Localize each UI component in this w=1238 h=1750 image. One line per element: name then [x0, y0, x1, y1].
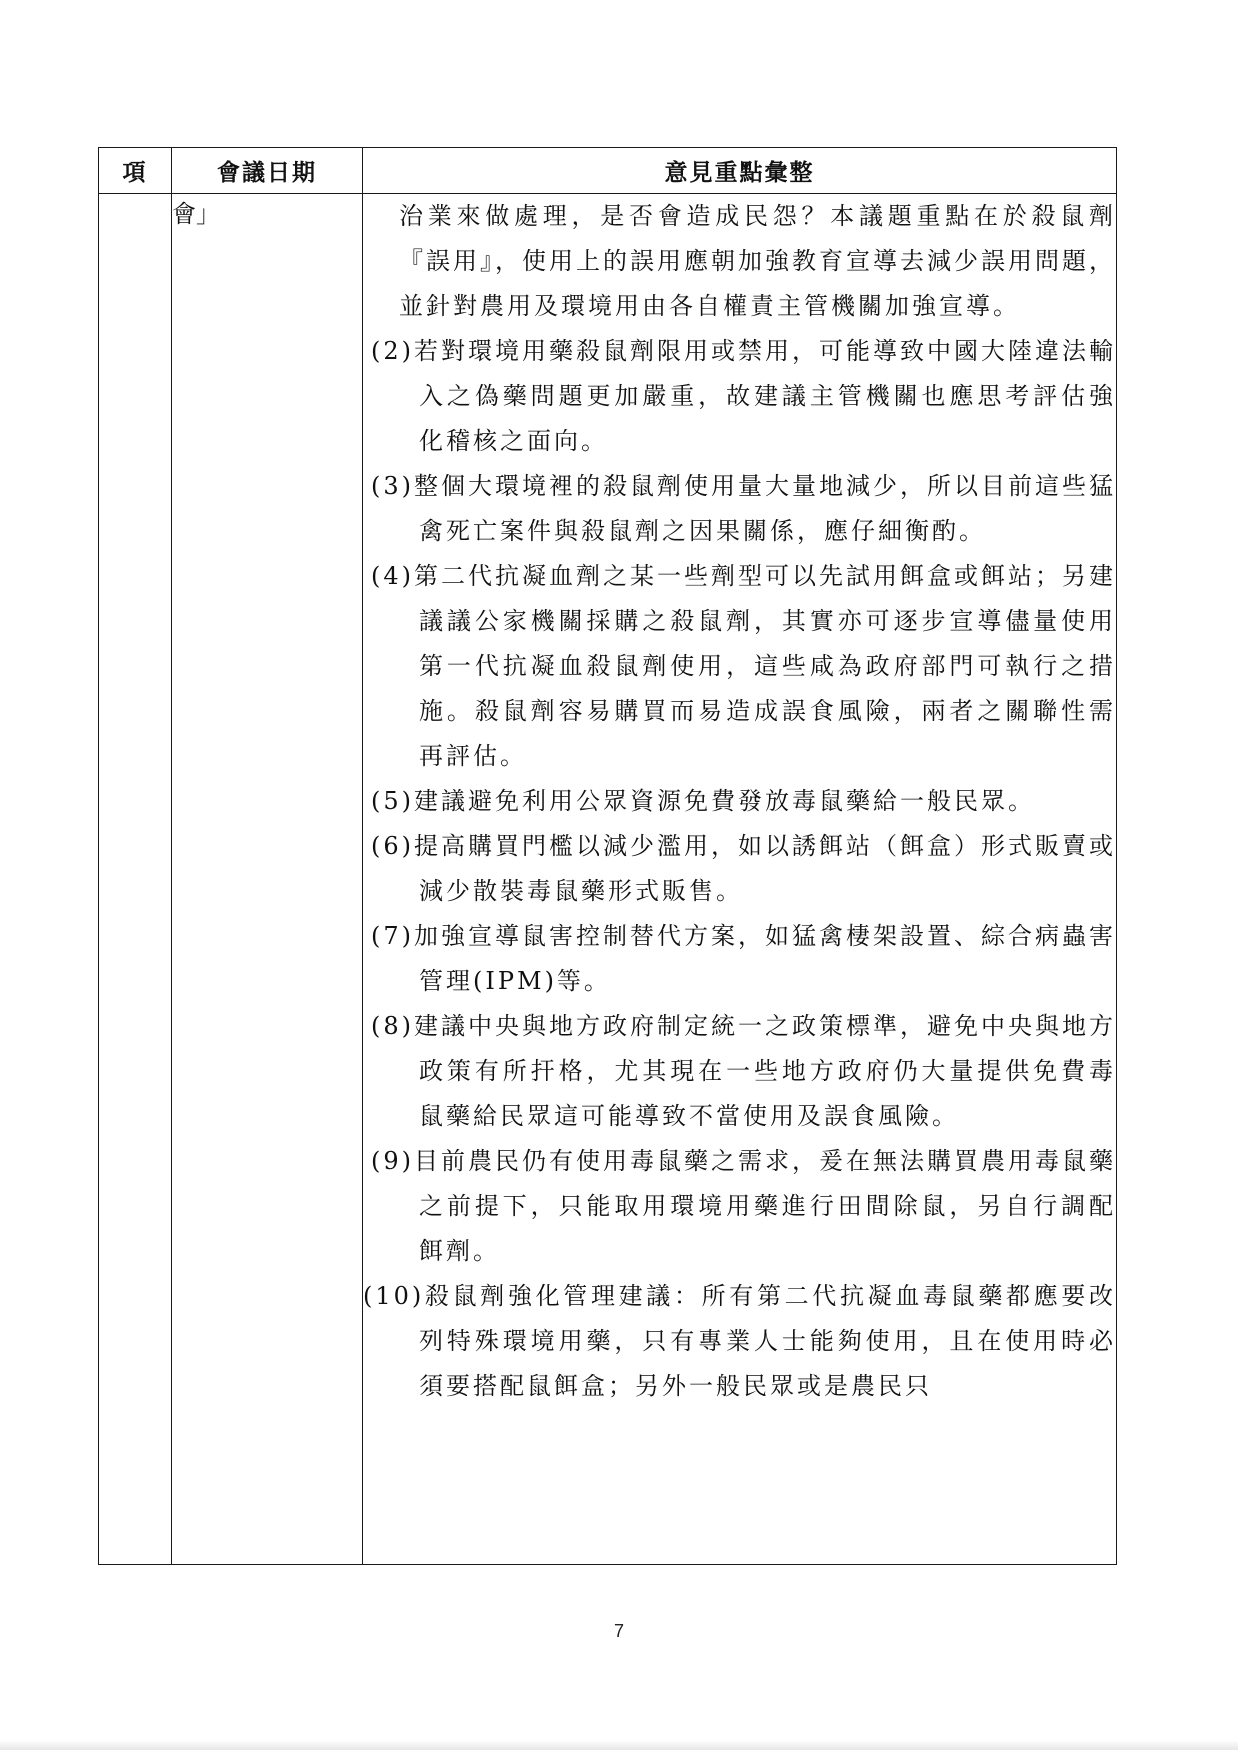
- header-item: 項: [99, 148, 172, 194]
- summary-item-2: (2)若對環境用藥殺鼠劑限用或禁用，可能導致中國大陸違法輸入之偽藥問題更加嚴重，故建議主管機關也應思考評估強化稽核之面向。: [371, 337, 1116, 455]
- summary-item-9: (9)目前農民仍有使用毒鼠藥之需求，爰在無法購買農用毒鼠藥之前提下，只能取用環境用藥進行田間除鼠，另自行調配餌劑。: [371, 1147, 1116, 1265]
- summary-item-10: (10)殺鼠劑強化管理建議：所有第二代抗凝血毒鼠藥都應要改列特殊環境用藥，只有專業人士能夠使用，且在使用時必須要搭配鼠餌盒；另外一般民眾或是農民只: [363, 1282, 1116, 1400]
- summary-item-4: (4)第二代抗凝血劑之某一些劑型可以先試用餌盒或餌站；另建議議公家機關採購之殺鼠劑，其實亦可逐步宣導儘量使用第一代抗凝血殺鼠劑使用，這些咸為政府部門可執行之措施。殺鼠劑容易購買而易造成誤食風險，兩者之關聯性需再評估。: [371, 562, 1116, 770]
- item-cell: [99, 194, 172, 1565]
- summary-item-7: (7)加強宣導鼠害控制替代方案，如猛禽棲架設置、綜合病蟲害管理(IPM)等。: [371, 922, 1116, 995]
- meeting-date-cell: 會」: [172, 194, 363, 1565]
- scan-bottom-edge: [0, 1740, 1238, 1750]
- summary-paragraph-continued: 治業來做處理，是否會造成民怨？本議題重點在於殺鼠劑『誤用』，使用上的誤用應朝加強教育宣導去減少誤用問題，並針對農用及環境用由各自權責主管機關加強宣導。: [399, 202, 1116, 320]
- summary-item-6: (6)提高購買門檻以減少濫用，如以誘餌站（餌盒）形式販賣或減少散裝毒鼠藥形式販售。: [371, 832, 1116, 905]
- opinion-summary-cell: [363, 194, 1117, 1565]
- summary-item-5: (5)建議避免利用公眾資源免費發放毒鼠藥給一般民眾。: [371, 787, 1035, 815]
- table-header-row: [99, 148, 1117, 194]
- table-row: [99, 194, 1117, 1565]
- header-opinion-summary: 意見重點彙整: [363, 148, 1117, 194]
- page-number: 7: [613, 1621, 624, 1641]
- summary-item-8: (8)建議中央與地方政府制定統一之政策標準，避免中央與地方政策有所扞格，尤其現在一些地方政府仍大量提供免費毒鼠藥給民眾這可能導致不當使用及誤食風險。: [371, 1012, 1116, 1130]
- summary-item-3: (3)整個大環境裡的殺鼠劑使用量大量地減少，所以目前這些猛禽死亡案件與殺鼠劑之因果關係，應仔細衡酌。: [371, 472, 1116, 545]
- meeting-opinions-table: [98, 147, 1117, 1565]
- header-meeting-date: 會議日期: [172, 148, 363, 194]
